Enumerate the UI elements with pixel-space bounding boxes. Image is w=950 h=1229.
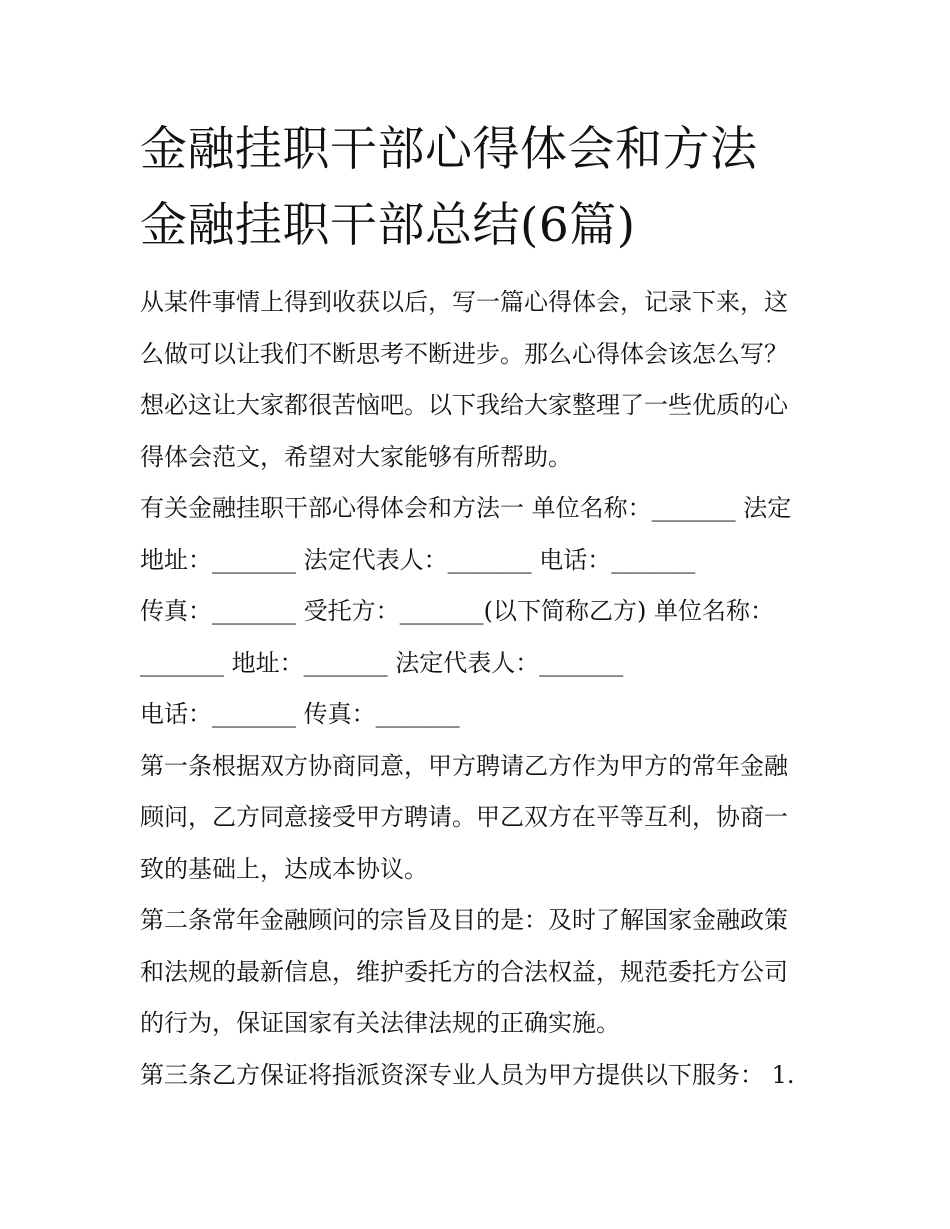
text-line: 顾问，乙方同意接受甲方聘请。甲乙双方在平等互利，协商一 [140, 803, 788, 831]
text-line: 和法规的最新信息，维护委托方的合法权益，规范委托方公司 [140, 957, 788, 986]
text-line: 传真：_______ 受托方：_______(以下简称乙方) 单位名称： [140, 597, 774, 625]
text-line: 第三条乙方保证将指派资深专业人员为甲方提供以下服务： 1. [140, 1060, 795, 1089]
text-line: 得体会范文，希望对大家能够有所帮助。 [140, 442, 572, 471]
document-title [140, 112, 820, 264]
text-line: 想必这让大家都很苦恼吧。以下我给大家整理了一些优质的心 [140, 391, 788, 419]
text-line: 有关金融挂职干部心得体会和方法一 单位名称：_______ 法定 [140, 494, 792, 522]
text-line: 地址：_______ 法定代表人：_______ 电话：_______ [140, 545, 696, 574]
document-body [140, 277, 820, 1101]
text-line: 电话：_______ 传真：_______ [140, 700, 460, 728]
text-line: 从某件事情上得到收获以后，写一篇心得体会，记录下来，这 [140, 288, 788, 316]
title-line: 金融挂职干部总结(6篇) [140, 198, 636, 253]
intro-paragraph [140, 277, 820, 483]
title-line: 金融挂职干部心得体会和方法 [140, 122, 758, 177]
text-line: 第一条根据双方协商同意，甲方聘请乙方作为甲方的常年金融 [140, 751, 788, 780]
article-1-paragraph [140, 741, 820, 896]
article-2-paragraph [140, 895, 820, 1050]
text-line: 第二条常年金融顾问的宗旨及目的是：及时了解国家金融政策 [140, 906, 788, 934]
text-line: 的行为，保证国家有关法律法规的正确实施。 [140, 1009, 620, 1037]
text-line: 么做可以让我们不断思考不断进步。那么心得体会该怎么写？ [140, 339, 788, 368]
text-line: 致的基础上，达成本协议。 [140, 854, 428, 883]
article-3-paragraph [140, 1050, 820, 1102]
text-line: _______ 地址：_______ 法定代表人：_______ [140, 648, 624, 677]
party-info-paragraph [140, 483, 820, 741]
